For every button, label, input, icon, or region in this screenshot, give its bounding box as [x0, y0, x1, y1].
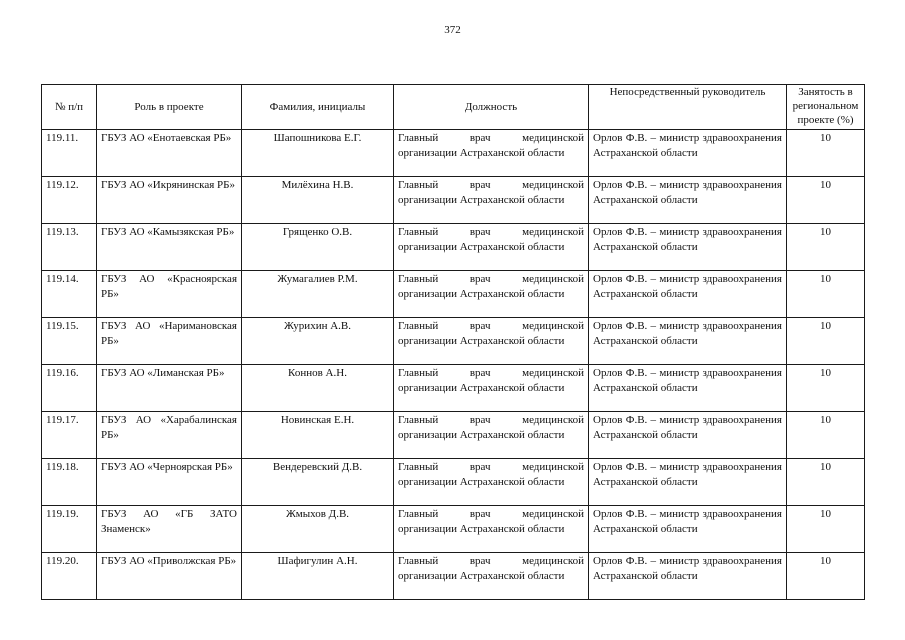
header-row	[42, 85, 865, 130]
table-header	[42, 85, 865, 130]
cell-number: 119.11.	[42, 130, 97, 177]
cell-load: 10	[787, 506, 865, 553]
cell-number: 119.19.	[42, 506, 97, 553]
header-role: Роль в проекте	[97, 85, 242, 130]
cell-position: Главный врач медицинской организации Астраханской области	[394, 271, 589, 318]
cell-number: 119.16.	[42, 365, 97, 412]
header-load: Занятость в региональном проекте (%)	[787, 85, 865, 130]
cell-number: 119.13.	[42, 224, 97, 271]
cell-supervisor: Орлов Ф.В. – министр здравоохранения Астраханской области	[589, 412, 787, 459]
header-position: Должность	[394, 85, 589, 130]
cell-position: Главный врач медицинской организации Астраханской области	[394, 318, 589, 365]
cell-name: Жумагалиев Р.М.	[242, 271, 394, 318]
cell-load: 10	[787, 130, 865, 177]
cell-name: Журихин А.В.	[242, 318, 394, 365]
cell-role: ГБУЗ АО «Приволжская РБ»	[97, 553, 242, 600]
cell-role: ГБУЗ АО «Харабалинская РБ»	[97, 412, 242, 459]
cell-position: Главный врач медицинской организации Астраханской области	[394, 459, 589, 506]
cell-name: Шапошникова Е.Г.	[242, 130, 394, 177]
table-row	[42, 130, 865, 177]
cell-supervisor: Орлов Ф.В. – министр здравоохранения Астраханской области	[589, 271, 787, 318]
cell-name: Жмыхов Д.В.	[242, 506, 394, 553]
cell-load: 10	[787, 459, 865, 506]
cell-load: 10	[787, 365, 865, 412]
cell-load: 10	[787, 318, 865, 365]
cell-supervisor: Орлов Ф.В. – министр здравоохранения Астраханской области	[589, 318, 787, 365]
table-row	[42, 177, 865, 224]
cell-number: 119.20.	[42, 553, 97, 600]
cell-number: 119.12.	[42, 177, 97, 224]
cell-name: Новинская Е.Н.	[242, 412, 394, 459]
header-supervisor: Непосредственный руководитель	[589, 85, 787, 130]
cell-load: 10	[787, 271, 865, 318]
cell-load: 10	[787, 412, 865, 459]
table-row	[42, 506, 865, 553]
cell-name: Вендеревский Д.В.	[242, 459, 394, 506]
cell-supervisor: Орлов Ф.В. – министр здравоохранения Астраханской области	[589, 224, 787, 271]
cell-supervisor: Орлов Ф.В. – министр здравоохранения Астраханской области	[589, 553, 787, 600]
cell-name: Грященко О.В.	[242, 224, 394, 271]
cell-position: Главный врач медицинской организации Астраханской области	[394, 365, 589, 412]
cell-supervisor: Орлов Ф.В. – министр здравоохранения Астраханской области	[589, 506, 787, 553]
cell-supervisor: Орлов Ф.В. – министр здравоохранения Астраханской области	[589, 365, 787, 412]
cell-supervisor: Орлов Ф.В. – министр здравоохранения Астраханской области	[589, 130, 787, 177]
cell-role: ГБУЗ АО «Икрянинская РБ»	[97, 177, 242, 224]
cell-position: Главный врач медицинской организации Астраханской области	[394, 412, 589, 459]
table-row	[42, 271, 865, 318]
cell-load: 10	[787, 224, 865, 271]
table-row	[42, 318, 865, 365]
cell-role: ГБУЗ АО «Камызякская РБ»	[97, 224, 242, 271]
cell-role: ГБУЗ АО «Енотаевская РБ»	[97, 130, 242, 177]
cell-load: 10	[787, 177, 865, 224]
cell-role: ГБУЗ АО «Черноярская РБ»	[97, 459, 242, 506]
project-roster-table	[41, 84, 865, 600]
header-number: № п/п	[42, 85, 97, 130]
table-row	[42, 412, 865, 459]
cell-position: Главный врач медицинской организации Астраханской области	[394, 553, 589, 600]
cell-load: 10	[787, 553, 865, 600]
header-name: Фамилия, инициалы	[242, 85, 394, 130]
cell-name: Шафигулин А.Н.	[242, 553, 394, 600]
table-row	[42, 365, 865, 412]
cell-name: Милёхина Н.В.	[242, 177, 394, 224]
page-number: 372	[444, 24, 461, 36]
cell-position: Главный врач медицинской организации Астраханской области	[394, 506, 589, 553]
cell-number: 119.14.	[42, 271, 97, 318]
cell-role: ГБУЗ АО «Красноярская РБ»	[97, 271, 242, 318]
cell-position: Главный врач медицинской организации Астраханской области	[394, 130, 589, 177]
table-row	[42, 459, 865, 506]
cell-supervisor: Орлов Ф.В. – министр здравоохранения Астраханской области	[589, 177, 787, 224]
cell-position: Главный врач медицинской организации Астраханской области	[394, 224, 589, 271]
cell-number: 119.15.	[42, 318, 97, 365]
table-row	[42, 224, 865, 271]
cell-position: Главный врач медицинской организации Астраханской области	[394, 177, 589, 224]
cell-supervisor: Орлов Ф.В. – министр здравоохранения Астраханской области	[589, 459, 787, 506]
cell-name: Коннов А.Н.	[242, 365, 394, 412]
cell-role: ГБУЗ АО «Наримановская РБ»	[97, 318, 242, 365]
cell-role: ГБУЗ АО «ГБ ЗАТО Знаменск»	[97, 506, 242, 553]
table-row	[42, 553, 865, 600]
cell-number: 119.18.	[42, 459, 97, 506]
cell-role: ГБУЗ АО «Лиманская РБ»	[97, 365, 242, 412]
cell-number: 119.17.	[42, 412, 97, 459]
table-body	[42, 130, 865, 600]
